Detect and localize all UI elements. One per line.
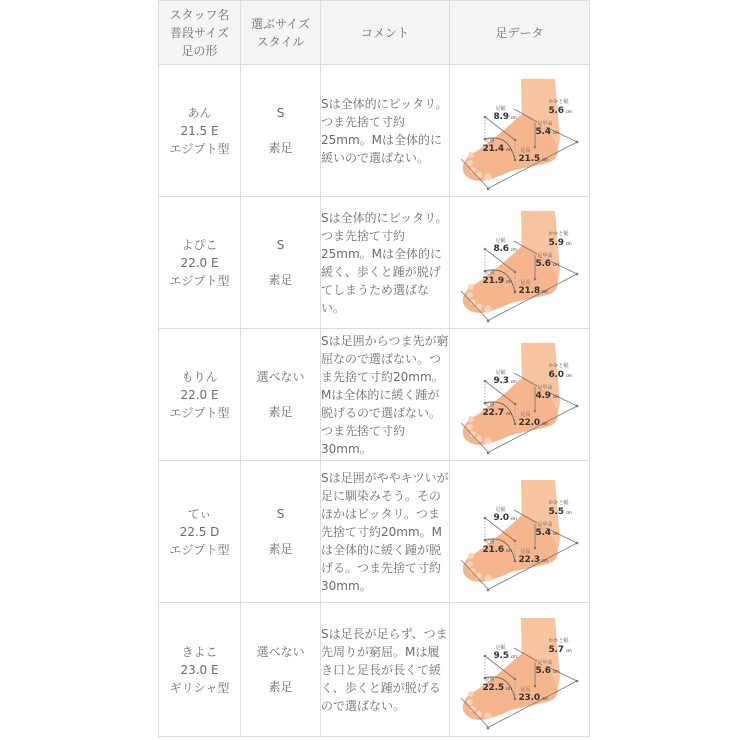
- comment-cell: Sは全体的にピッタリ。つま先捨て寸約25mm。Mは全体的に緩いので選ばない。: [321, 65, 450, 197]
- table-row: [159, 603, 590, 737]
- header-comment: コメント: [321, 1, 450, 65]
- foot-illustration-icon: [451, 199, 589, 327]
- chosen-size: 選べない: [256, 645, 305, 659]
- width-label: 足幅: [495, 369, 506, 376]
- staff-cell: [159, 65, 241, 197]
- foot-data-cell: [450, 461, 590, 603]
- usual-size: 22.0 E: [180, 387, 219, 402]
- girth-value: 21.6 cm: [482, 544, 512, 555]
- foot-diagram: [451, 331, 589, 459]
- length-value: 23.0 cm: [518, 692, 548, 703]
- table-row: [159, 461, 590, 603]
- girth-label: 足囲: [484, 269, 495, 276]
- staff-name: あん: [187, 105, 212, 120]
- style: 素足: [268, 542, 293, 556]
- chosen-size: S: [276, 106, 285, 120]
- foot-data-cell: [450, 197, 590, 329]
- instep-value: 5.6 cm: [535, 258, 559, 269]
- girth-label: 足囲: [484, 401, 495, 408]
- staff-fit-table: [158, 0, 590, 737]
- heel-label: かかと幅: [548, 230, 569, 237]
- header-foot-data: 足データ: [450, 1, 590, 65]
- staff-cell: [159, 603, 241, 737]
- width-label: 足幅: [495, 237, 506, 244]
- width-label: 足幅: [495, 506, 506, 513]
- heel-value: 5.7 cm: [548, 644, 572, 655]
- staff-cell: [159, 197, 241, 329]
- style: 素足: [268, 405, 293, 419]
- width-value: 9.5 cm: [493, 650, 517, 661]
- length-label: 足長: [520, 686, 531, 693]
- foot-data-cell: [450, 329, 590, 461]
- girth-label: 足囲: [484, 137, 495, 144]
- length-value: 22.0 cm: [518, 417, 548, 428]
- foot-illustration-icon: [451, 606, 589, 734]
- instep-value: 5.4 cm: [535, 126, 559, 137]
- girth-value: 21.4 cm: [482, 143, 512, 154]
- foot-data-cell: [450, 603, 590, 737]
- foot-illustration-icon: [451, 468, 589, 596]
- width-label: 足幅: [495, 105, 506, 112]
- size-cell: [241, 65, 321, 197]
- girth-value: 21.9 cm: [482, 275, 512, 286]
- heel-value: 5.5 cm: [548, 506, 572, 517]
- length-label: 足長: [520, 279, 531, 286]
- comment-cell: Sは足囲からつま先が窮屈なので選ばない。つま先捨て寸約20mm。Mは全体的に緩く踵が脱げるので選ばない。つま先捨て寸約30mm。: [321, 329, 450, 461]
- staff-name: きよこ: [181, 644, 218, 659]
- usual-size: 22.0 E: [180, 255, 219, 270]
- usual-size: 21.5 E: [180, 123, 219, 138]
- width-value: 8.9 cm: [493, 111, 517, 122]
- girth-label: 足囲: [484, 676, 495, 683]
- style: 素足: [268, 273, 293, 287]
- foot-shape: エジプト型: [169, 405, 230, 420]
- size-cell: [241, 329, 321, 461]
- heel-value: 6.0 cm: [548, 369, 572, 380]
- width-value: 8.6 cm: [493, 243, 517, 254]
- heel-label: かかと幅: [548, 637, 569, 644]
- heel-value: 5.9 cm: [548, 237, 572, 248]
- chosen-size: S: [276, 238, 285, 252]
- foot-diagram: [451, 468, 589, 596]
- length-value: 21.8 cm: [518, 285, 548, 296]
- staff-name: よぴこ: [181, 237, 218, 252]
- header-staff: スタッフ名 普段サイズ 足の形: [159, 1, 241, 65]
- instep-label: 足甲高: [537, 120, 553, 127]
- length-value: 22.3 cm: [518, 554, 548, 565]
- instep-label: 足甲高: [537, 384, 553, 391]
- staff-name: てぃ: [187, 506, 212, 521]
- girth-value: 22.5 cm: [482, 682, 512, 693]
- length-value: 21.5 cm: [518, 153, 548, 164]
- table-header-row: [159, 1, 590, 65]
- size-cell: [241, 197, 321, 329]
- length-label: 足長: [520, 411, 531, 418]
- foot-diagram: [451, 606, 589, 734]
- foot-shape: エジプト型: [169, 273, 230, 288]
- width-value: 9.3 cm: [493, 375, 517, 386]
- length-label: 足長: [520, 548, 531, 555]
- foot-diagram: [451, 199, 589, 327]
- staff-cell: [159, 329, 241, 461]
- comment-cell: Sは全体的にピッタリ。つま先捨て寸約25mm。Mは全体的に緩く、歩くと踵が脱げてしまうため選ばない。: [321, 197, 450, 329]
- foot-data-cell: [450, 65, 590, 197]
- instep-value: 5.4 cm: [535, 527, 559, 538]
- instep-value: 5.6 cm: [535, 665, 559, 676]
- size-cell: [241, 603, 321, 737]
- style: 素足: [268, 141, 293, 155]
- foot-illustration-icon: [451, 67, 589, 195]
- chosen-size: S: [276, 507, 285, 521]
- foot-shape: エジプト型: [169, 141, 230, 156]
- instep-label: 足甲高: [537, 521, 553, 528]
- girth-value: 22.7 cm: [482, 407, 512, 418]
- foot-illustration-icon: [451, 331, 589, 459]
- heel-label: かかと幅: [548, 362, 569, 369]
- length-label: 足長: [520, 147, 531, 154]
- table-row: [159, 197, 590, 329]
- instep-label: 足甲高: [537, 252, 553, 259]
- comment-cell: Sは足囲がややキツいが足に馴染みそう。そのほかはピッタリ。つま先捨て寸約20mm。Mは全体的に緩く踵が脱げる。つま先捨て寸約30mm。: [321, 461, 450, 603]
- heel-label: かかと幅: [548, 98, 569, 105]
- style: 素足: [268, 680, 293, 694]
- foot-shape: エジプト型: [169, 542, 230, 557]
- chosen-size: 選べない: [256, 370, 305, 384]
- foot-shape: ギリシャ型: [169, 680, 230, 695]
- instep-value: 4.9 cm: [535, 390, 559, 401]
- usual-size: 22.5 D: [179, 524, 220, 539]
- width-value: 9.0 cm: [493, 512, 517, 523]
- usual-size: 23.0 E: [180, 662, 219, 677]
- staff-cell: [159, 461, 241, 603]
- size-cell: [241, 461, 321, 603]
- table-row: [159, 65, 590, 197]
- header-size: 選ぶサイズ スタイル: [241, 1, 321, 65]
- table-row: [159, 329, 590, 461]
- heel-label: かかと幅: [548, 499, 569, 506]
- instep-label: 足甲高: [537, 659, 553, 666]
- staff-name: もりん: [181, 369, 218, 384]
- girth-label: 足囲: [484, 538, 495, 545]
- comment-cell: Sは足長が足らず、つま先周りが窮屈。Mは履き口と足長が長くて緩く、歩くと踵が脱げるので選ばない。: [321, 603, 450, 737]
- width-label: 足幅: [495, 644, 506, 651]
- heel-value: 5.6 cm: [548, 105, 572, 116]
- foot-diagram: [451, 67, 589, 195]
